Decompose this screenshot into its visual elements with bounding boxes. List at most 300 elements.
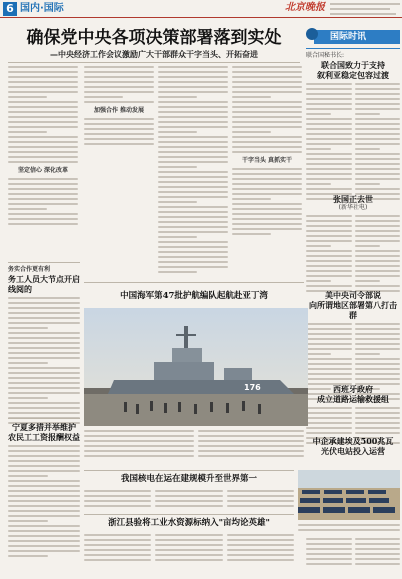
text-line — [232, 228, 302, 230]
masthead-info-line — [330, 13, 396, 15]
text-line — [306, 153, 352, 155]
divider — [8, 262, 80, 263]
text-line — [8, 530, 80, 532]
text-line — [355, 148, 380, 150]
text-line — [84, 495, 151, 497]
text-line — [8, 412, 80, 414]
text-line — [84, 430, 194, 432]
text-line — [84, 96, 123, 98]
sidebar-article-tag: (新华社电) — [338, 204, 368, 211]
text-line — [306, 118, 352, 120]
text-line — [84, 445, 194, 447]
text-line — [355, 353, 380, 355]
text-line — [355, 128, 401, 130]
text-line — [158, 166, 197, 168]
text-line — [8, 178, 78, 180]
text-line — [232, 71, 302, 73]
text-line — [306, 270, 352, 272]
text-line — [355, 123, 401, 125]
lead-article-column — [158, 66, 228, 276]
text-line — [355, 543, 401, 545]
sidebar-article-title: 光伏电站投入运营 — [321, 446, 385, 456]
text-line — [8, 81, 78, 83]
sidebar-article — [306, 52, 400, 203]
text-line — [198, 430, 304, 432]
text-line — [8, 352, 80, 354]
text-line — [355, 93, 401, 95]
text-line — [306, 83, 352, 85]
text-line — [84, 490, 151, 492]
text-line — [232, 76, 302, 78]
text-line — [355, 178, 401, 180]
text-line — [84, 76, 154, 78]
text-line — [84, 71, 154, 73]
text-line — [232, 111, 302, 113]
text-line — [155, 544, 222, 546]
text-line — [306, 103, 352, 105]
text-line — [227, 505, 294, 507]
text-line — [8, 193, 78, 195]
text-line — [355, 432, 401, 434]
left-article-body — [8, 490, 80, 560]
divider — [8, 62, 300, 63]
text-line — [155, 559, 222, 561]
text-line — [232, 173, 302, 175]
text-line — [84, 123, 154, 125]
text-line — [306, 143, 352, 145]
text-line — [306, 343, 352, 345]
text-line — [84, 559, 151, 561]
text-line — [306, 93, 352, 95]
text-line — [355, 333, 401, 335]
text-line — [355, 280, 380, 282]
lead-section-head: 干字当头 真抓实干 — [241, 157, 293, 164]
text-line — [158, 271, 197, 273]
text-line — [84, 66, 154, 68]
text-line — [158, 241, 228, 243]
text-line — [306, 98, 352, 100]
text-line — [355, 83, 401, 85]
text-line — [84, 91, 154, 93]
text-line — [355, 113, 380, 115]
text-line — [355, 422, 401, 424]
text-line — [8, 460, 80, 462]
text-line — [8, 407, 80, 409]
text-line — [227, 554, 294, 556]
text-line — [232, 213, 302, 215]
text-line — [158, 216, 228, 218]
text-line — [8, 161, 78, 163]
text-line — [306, 128, 352, 130]
text-line — [8, 495, 80, 497]
text-line — [158, 111, 228, 113]
text-line — [306, 230, 352, 232]
text-line — [306, 138, 352, 140]
text-line — [8, 515, 80, 517]
text-line — [8, 116, 78, 118]
photo-caption — [84, 430, 194, 460]
text-line — [158, 86, 228, 88]
lead-article-column — [84, 66, 154, 148]
text-line — [8, 357, 80, 359]
text-line — [158, 251, 228, 253]
text-line — [306, 168, 352, 170]
text-line — [306, 133, 352, 135]
text-line — [306, 558, 352, 560]
text-line — [355, 138, 401, 140]
text-line — [306, 235, 352, 237]
text-line — [8, 470, 80, 472]
text-line — [355, 373, 401, 375]
text-line — [158, 96, 197, 98]
text-line — [355, 163, 401, 165]
text-line — [355, 215, 401, 217]
text-line — [306, 255, 352, 257]
text-line — [355, 153, 401, 155]
text-line — [158, 151, 228, 153]
text-line — [8, 96, 47, 98]
text-line — [8, 387, 80, 389]
text-line — [306, 225, 352, 227]
text-line — [306, 215, 352, 217]
text-line — [8, 520, 48, 522]
text-line — [158, 211, 228, 213]
text-line — [232, 188, 302, 190]
left-article-title: 务工人员大节点开启线阅的 — [8, 274, 80, 294]
text-line — [8, 535, 80, 537]
text-line — [232, 136, 302, 138]
text-line — [232, 193, 302, 195]
text-line — [158, 201, 197, 203]
text-line — [8, 555, 48, 557]
text-line — [355, 225, 401, 227]
text-line — [355, 407, 401, 409]
text-line — [306, 422, 352, 424]
text-line — [8, 146, 78, 148]
text-line — [158, 81, 228, 83]
text-line — [306, 113, 331, 115]
text-line — [84, 101, 154, 103]
text-line — [8, 342, 80, 344]
text-line — [155, 539, 222, 541]
text-line — [8, 505, 80, 507]
text-line — [84, 440, 194, 442]
text-line — [8, 402, 80, 404]
text-line — [227, 495, 294, 497]
divider — [84, 514, 294, 515]
text-line — [355, 108, 401, 110]
text-line — [355, 328, 401, 330]
sidebar-article-title: 美中央司令部说 — [325, 290, 381, 300]
text-line — [355, 368, 401, 370]
text-line — [158, 91, 228, 93]
text-line — [306, 378, 352, 380]
text-line — [306, 328, 352, 330]
text-line — [158, 66, 228, 68]
text-line — [306, 338, 352, 340]
text-line — [8, 71, 78, 73]
text-line — [198, 440, 304, 442]
text-line — [158, 261, 228, 263]
lead-article-column — [8, 66, 78, 228]
text-line — [306, 373, 352, 375]
bottom-story-body — [84, 534, 294, 564]
text-line — [306, 427, 352, 429]
text-line — [306, 412, 352, 414]
text-line — [84, 128, 154, 130]
text-line — [355, 255, 401, 257]
text-line — [227, 539, 294, 541]
text-line — [232, 151, 302, 153]
text-line — [8, 465, 80, 467]
text-line — [355, 323, 401, 325]
text-line — [158, 256, 228, 258]
left-article — [8, 266, 80, 427]
text-line — [232, 66, 302, 68]
text-line — [306, 358, 352, 360]
text-line — [232, 106, 302, 108]
text-line — [355, 563, 401, 565]
divider — [84, 282, 304, 283]
text-line — [355, 363, 401, 365]
text-line — [158, 171, 228, 173]
text-line — [158, 106, 228, 108]
paper-logo: 北京晚报 — [285, 2, 325, 13]
text-line — [84, 143, 154, 145]
text-line — [198, 455, 304, 457]
text-line — [8, 151, 78, 153]
text-line — [8, 312, 80, 314]
text-line — [355, 118, 401, 120]
text-line — [232, 183, 302, 185]
text-line — [306, 280, 331, 282]
text-line — [8, 66, 78, 68]
text-line — [8, 213, 78, 215]
text-line — [158, 136, 228, 138]
text-line — [8, 198, 78, 200]
text-line — [158, 76, 228, 78]
text-line — [306, 348, 352, 350]
text-line — [355, 88, 401, 90]
sidebar-article — [306, 436, 400, 456]
text-line — [158, 246, 228, 248]
text-line — [158, 116, 228, 118]
text-line — [355, 260, 401, 262]
text-line — [8, 347, 80, 349]
text-line — [306, 173, 352, 175]
text-line — [8, 525, 80, 527]
text-line — [155, 505, 222, 507]
sidebar-article-title: 西班牙政府 — [333, 384, 373, 394]
sidebar-article-tag: 联合国秘书长: — [306, 52, 345, 59]
text-line — [8, 550, 80, 552]
text-line — [355, 343, 401, 345]
divider — [306, 48, 400, 49]
text-line — [8, 223, 78, 225]
bottom-story-headline: 浙江县验将工业水资源标纳入"亩均论英雄" — [108, 518, 270, 528]
text-line — [306, 108, 352, 110]
text-line — [8, 136, 78, 138]
text-line — [158, 131, 197, 133]
text-line — [158, 231, 228, 233]
text-line — [227, 534, 294, 536]
text-line — [8, 322, 80, 324]
text-line — [8, 203, 78, 205]
bottom-story-body — [84, 490, 294, 510]
text-line — [198, 450, 304, 452]
text-line — [355, 412, 401, 414]
text-line — [158, 196, 228, 198]
text-line — [306, 158, 352, 160]
text-line — [8, 372, 80, 374]
text-line — [306, 553, 352, 555]
text-line — [158, 126, 228, 128]
text-line — [306, 245, 331, 247]
lead-subhead: —中央经济工作会议激励广大干部群众干字当头、开拓奋进 — [50, 50, 258, 59]
text-line — [84, 450, 194, 452]
text-line — [232, 126, 302, 128]
text-line — [8, 337, 80, 339]
text-line — [306, 368, 352, 370]
text-line — [232, 96, 271, 98]
sidebar-article-title: 中企承建埃及500兆瓦 — [312, 436, 394, 446]
lead-section-head: 加强合作 推动发展 — [93, 107, 145, 114]
text-line — [158, 161, 228, 163]
text-line — [198, 445, 304, 447]
text-line — [355, 183, 380, 185]
text-line — [232, 86, 302, 88]
text-line — [155, 500, 222, 502]
text-line — [355, 230, 401, 232]
text-line — [84, 544, 151, 546]
solar-plant-image — [298, 470, 400, 520]
text-line — [8, 307, 80, 309]
text-line — [298, 524, 400, 526]
text-line — [8, 480, 80, 482]
text-line — [8, 218, 78, 220]
text-line — [158, 221, 228, 223]
left-article-subtitle: 农民工工资报酬权益 — [8, 432, 80, 442]
text-line — [355, 338, 401, 340]
text-line — [232, 81, 302, 83]
text-line — [355, 275, 401, 277]
text-line — [84, 505, 151, 507]
text-line — [155, 549, 222, 551]
text-line — [306, 417, 352, 419]
text-line — [355, 285, 401, 287]
text-line — [8, 455, 80, 457]
text-line — [355, 538, 401, 540]
divider — [8, 418, 80, 419]
text-line — [8, 445, 80, 447]
text-line — [158, 181, 228, 183]
text-line — [306, 220, 352, 222]
text-line — [84, 549, 151, 551]
text-line — [306, 432, 352, 434]
text-line — [8, 126, 78, 128]
text-line — [306, 265, 352, 267]
text-line — [232, 203, 302, 205]
text-line — [232, 101, 302, 103]
text-line — [232, 141, 302, 143]
text-line — [306, 333, 352, 335]
text-line — [355, 250, 401, 252]
text-line — [306, 363, 352, 365]
text-line — [155, 495, 222, 497]
text-line — [158, 206, 228, 208]
text-line — [232, 146, 302, 148]
text-line — [306, 323, 352, 325]
text-line — [84, 435, 194, 437]
text-line — [8, 377, 80, 379]
text-line — [355, 378, 401, 380]
text-line — [355, 558, 401, 560]
text-line — [232, 131, 271, 133]
text-line — [232, 168, 302, 170]
text-line — [158, 191, 228, 193]
text-line — [8, 111, 78, 113]
text-line — [84, 534, 151, 536]
sidebar-article-body — [306, 538, 400, 568]
text-line — [198, 435, 304, 437]
text-line — [355, 158, 401, 160]
text-line — [158, 101, 228, 103]
text-line — [84, 118, 154, 120]
text-line — [227, 559, 294, 561]
text-line — [355, 220, 401, 222]
text-line — [8, 540, 80, 542]
text-line — [355, 103, 401, 105]
sidebar-article-title: 叙利亚稳定包容过渡 — [317, 70, 389, 80]
text-line — [8, 302, 80, 304]
text-line — [306, 148, 331, 150]
text-line — [306, 538, 352, 540]
sidebar-article-title: 联合国致力于支持 — [321, 60, 385, 70]
photo-caption — [298, 524, 400, 534]
text-line — [158, 141, 228, 143]
masthead-info-line — [330, 3, 400, 5]
text-line — [155, 534, 222, 536]
text-line — [8, 510, 80, 512]
text-line — [355, 265, 401, 267]
sidebar-article-title: 张国正去世 — [333, 194, 373, 204]
text-line — [155, 490, 222, 492]
text-line — [306, 178, 352, 180]
text-line — [355, 143, 401, 145]
text-line — [232, 121, 302, 123]
text-line — [8, 208, 47, 210]
text-line — [8, 327, 48, 329]
text-line — [306, 548, 352, 550]
text-line — [8, 367, 80, 369]
text-line — [84, 86, 154, 88]
text-line — [84, 500, 151, 502]
text-line — [8, 297, 80, 299]
text-line — [232, 218, 302, 220]
text-line — [158, 266, 228, 268]
lead-section-head: 坚定信心 深化改革 — [17, 167, 69, 174]
text-line — [158, 156, 228, 158]
text-line — [227, 490, 294, 492]
text-line — [227, 500, 294, 502]
sidebar-article-title: 向所谓地区部署第八打击群 — [309, 300, 397, 320]
text-line — [8, 450, 80, 452]
text-line — [298, 529, 400, 531]
left-article-title: 宁夏多措并举维护 — [12, 422, 76, 432]
section-name: 国内·国际 — [20, 3, 64, 14]
text-line — [355, 168, 401, 170]
text-line — [306, 88, 352, 90]
